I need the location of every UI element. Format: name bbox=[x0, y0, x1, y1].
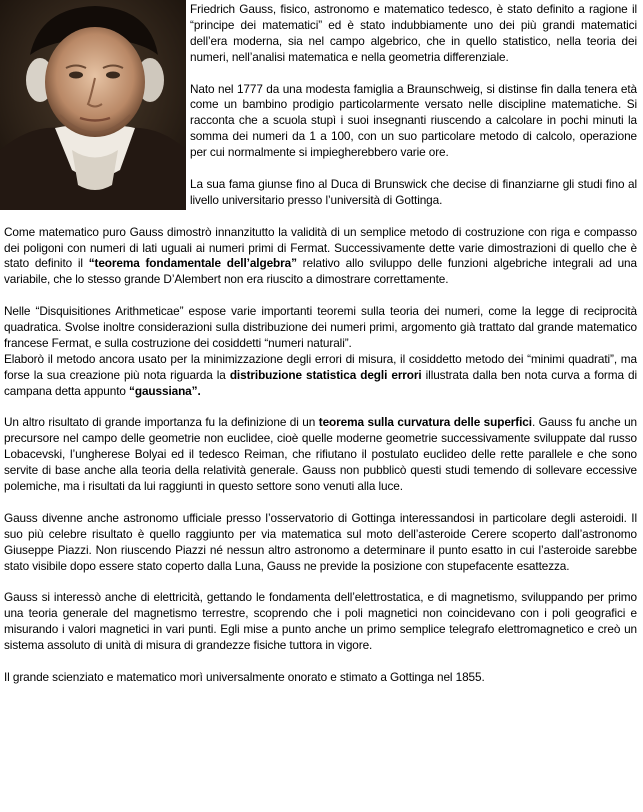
paragraph-curvature bbox=[4, 415, 637, 495]
text-fragment: relativo allo sviluppo delle funzioni algebriche integrali ad una variabile, che lo stesso grande D’Alembert non era riuscito a dimostrare correttamente. bbox=[4, 256, 637, 287]
text-fragment: Elaborò il metodo ancora usato per la minimizzazione degli errori di misura, il cosiddetto metodo dei “minimi quadrati”, ma forse la sua creazione più nota riguarda la bbox=[4, 351, 637, 382]
paragraph-disquisitiones: Nelle “Disquisitiones Arithmeticae” espose varie importanti teoremi sulla teoria dei numeri, come la legge di reciprocità quadratica. Svolse inoltre considerazioni sulla distribuzione dei numeri primi, argomento già trattato dal grande matematico francese Fermat, e sulla costruzione dei cosiddetti “numeri naturali”. bbox=[4, 304, 637, 350]
paragraph-intro: Friedrich Gauss, fisico, astronomo e matematico tedesco, è stato definito a ragione il “principe dei matematici” ed è stato indubbiamente uno dei più grandi matematici dell’era moderna, sia nel campo algebrico, che in quello statistico, nella teoria dei numeri, nell’analisi matematica e nella geometria differenziale. bbox=[190, 2, 637, 64]
paragraph-fame: La sua fama giunse fino al Duca di Brunswick che decise di finanziarne gli studi fino al livello universitario presso l’università di Gottinga. bbox=[190, 176, 637, 207]
bold-curvature-theorem: teorema sulla curvatura delle superfici bbox=[318, 415, 532, 430]
bold-fundamental-theorem: “teorema fondamentale dell’algebra” bbox=[88, 256, 297, 271]
text-fragment: Come matematico puro Gauss dimostrò innanzitutto la validità di un semplice metodo di costruzione con riga e compasso dei poligoni con numeri di lati uguali ai numeri primi di Fermat. Successivamente dette varie dimostrazioni di quello che è stato definito il bbox=[4, 224, 637, 271]
bold-gaussian: “gaussiana”. bbox=[129, 383, 201, 398]
paragraph-least-squares bbox=[4, 352, 637, 400]
paragraph-pure-math bbox=[4, 225, 637, 289]
article-text bbox=[4, 2, 637, 702]
bold-error-distribution: distribuzione statistica degli errori bbox=[229, 367, 422, 382]
text-fragment: Un altro risultato di grande importanza fu la definizione di un bbox=[4, 415, 319, 430]
paragraph-electricity: Gauss si interessò anche di elettricità, gettando le fondamenta dell’elettrostatica, e di magnetismo, sviluppando per primo una teoria generale del magnetismo terrestre, scoprendo che i poli magnetici non coincidevano con i poli geografici e misurando i valori magnetici in vari punti. Egli mise a punto anche un primo semplice telegrafo elettromagnetico e creò un sistema assoluto di unità di misura di grandezze fisiche tuttora in vigore. bbox=[4, 590, 637, 653]
paragraph-birth: Nato nel 1777 da una modesta famiglia a Braunschweig, si distinse fin dalla tenera età come un bambino prodigio particolarmente versato nelle discipline matematiche. Si racconta che a scuola stupì i suoi insegnanti riuscendo a calcolare in pochi minuti la somma dei numeri da 1 a 100, con un suo particolare metodo di calcolo, operazione per cui normalmente si impiegherebbero varie ore. bbox=[190, 81, 637, 160]
paragraph-death: Il grande scienziato e matematico morì universalmente onorato e stimato a Gottinga nel 1855. bbox=[4, 669, 485, 684]
text-fragment: illustrata dalla ben nota curva a forma di campana detta appunto bbox=[4, 367, 637, 398]
text-fragment: . Gauss fu anche un precursore nel campo delle geometrie non euclidee, cioè quelle moderne geometrie successivamente sviluppate dal russo Lobacevski, l’ungherese Bolyai ed il tedesco Reiman, che rifiutano il postulato euclideo delle rette parallele e che sono servite di base anche alla teoria della relatività generale. Gauss non pubblicò questi studi temendo di sollevare eccessive polemiche, ma i risultati da lui raggiunti in questo settore sono venuti alla luce. bbox=[4, 415, 638, 494]
portrait-float-space bbox=[4, 2, 190, 212]
paragraph-astronomy: Gauss divenne anche astronomo ufficiale presso l’osservatorio di Gottinga interessandosi in particolare degli asteroidi. Il suo più celebre risultato è quello raggiunto per via matematica sul moto dell’asteroide Cerere scoperto dall’astronomo Giuseppe Piazzi. Non riuscendo Piazzi né nessun altro astronomo a determinare il punto esatto in cui l’asteroide sarebbe stato visibile dopo essere stato coperto dalla Luna, Gauss ne previde la posizione con stupefacente esattezza. bbox=[4, 510, 637, 573]
